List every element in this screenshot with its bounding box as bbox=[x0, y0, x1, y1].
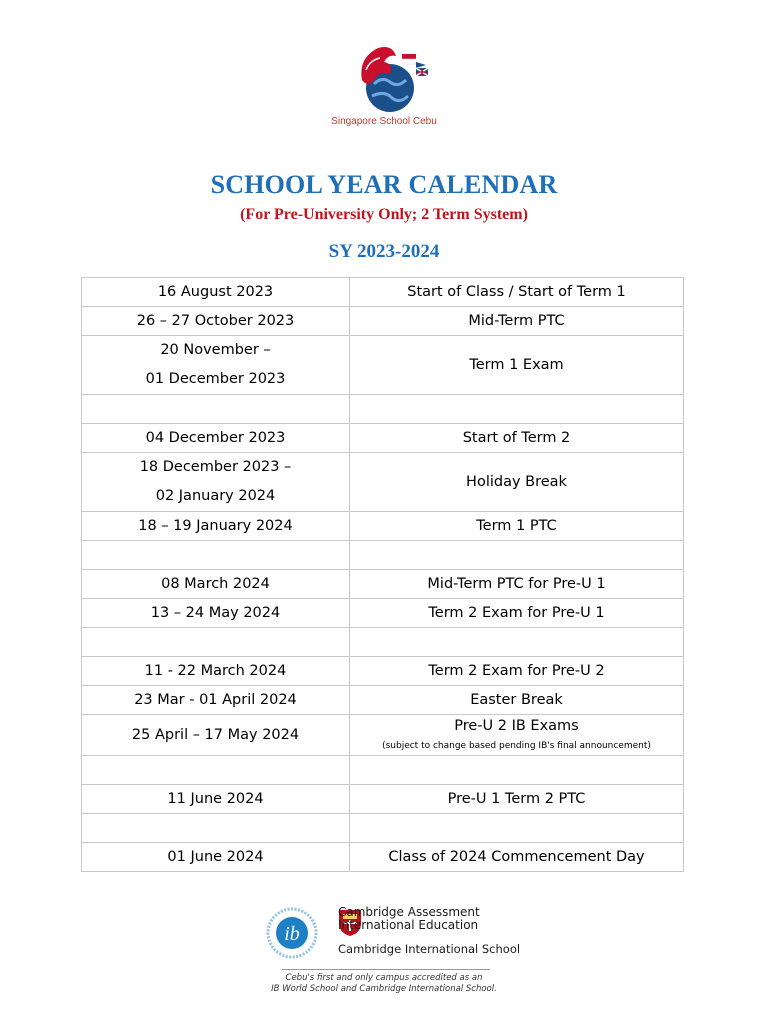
date-cell bbox=[82, 756, 350, 785]
cambridge-line1: Cambridge Assessment bbox=[338, 905, 480, 919]
cambridge-school: Cambridge International School bbox=[338, 942, 521, 956]
event-text: Pre-U 2 IB Exams bbox=[454, 718, 579, 735]
date-cell: 16 August 2023 bbox=[82, 278, 350, 307]
tagline-line2: IB World School and Cambridge International School. bbox=[271, 984, 497, 994]
page-subtitle: (For Pre-University Only; 2 Term System) bbox=[240, 206, 528, 223]
date-cell: 18 – 19 January 2024 bbox=[82, 512, 350, 541]
calendar-table bbox=[81, 277, 684, 872]
date-cell: 08 March 2024 bbox=[82, 570, 350, 599]
date-cell bbox=[82, 453, 350, 512]
tagline-line1: Cebu's first and only campus accredited as an bbox=[285, 973, 483, 983]
date-cell: 11 June 2024 bbox=[82, 785, 350, 814]
table-row bbox=[82, 512, 684, 541]
event-cell: Term 1 PTC bbox=[350, 512, 684, 541]
footer-tagline bbox=[0, 973, 768, 995]
event-cell bbox=[350, 715, 684, 756]
table-row bbox=[82, 570, 684, 599]
date-line: 01 December 2023 bbox=[145, 371, 286, 387]
date-line: 02 January 2024 bbox=[155, 488, 276, 504]
event-cell: Start of Term 2 bbox=[350, 424, 684, 453]
event-cell: Term 1 Exam bbox=[350, 336, 684, 395]
ib-world-school-logo bbox=[266, 907, 318, 959]
date-cell bbox=[82, 395, 350, 424]
date-cell: 11 - 22 March 2024 bbox=[82, 657, 350, 686]
event-cell bbox=[350, 628, 684, 657]
table-row bbox=[82, 453, 684, 512]
date-cell bbox=[82, 628, 350, 657]
table-row-empty bbox=[82, 814, 684, 843]
date-cell bbox=[82, 541, 350, 570]
table-row bbox=[82, 278, 684, 307]
event-cell: Holiday Break bbox=[350, 453, 684, 512]
table-row-empty bbox=[82, 395, 684, 424]
table-row-empty bbox=[82, 756, 684, 785]
logo-caption: Singapore School Cebu bbox=[331, 116, 437, 127]
table-row bbox=[82, 307, 684, 336]
date-cell: 04 December 2023 bbox=[82, 424, 350, 453]
event-cell: Term 2 Exam for Pre-U 2 bbox=[350, 657, 684, 686]
date-cell bbox=[82, 814, 350, 843]
event-cell: Mid-Term PTC for Pre-U 1 bbox=[350, 570, 684, 599]
table-row-empty bbox=[82, 541, 684, 570]
event-cell bbox=[350, 756, 684, 785]
cambridge-name bbox=[338, 906, 480, 932]
date-cell: 01 June 2024 bbox=[82, 843, 350, 872]
event-note: (subject to change based pending IB's final announcement) bbox=[382, 741, 651, 752]
date-line: 20 November – bbox=[160, 342, 271, 358]
table-row bbox=[82, 843, 684, 872]
date-cell: 26 – 27 October 2023 bbox=[82, 307, 350, 336]
event-cell: Term 2 Exam for Pre-U 1 bbox=[350, 599, 684, 628]
date-cell: 13 – 24 May 2024 bbox=[82, 599, 350, 628]
table-row bbox=[82, 785, 684, 814]
table-row bbox=[82, 424, 684, 453]
event-cell: Mid-Term PTC bbox=[350, 307, 684, 336]
table-row bbox=[82, 336, 684, 395]
table-row bbox=[82, 657, 684, 686]
school-year: SY 2023-2024 bbox=[328, 241, 440, 262]
footer-divider bbox=[282, 969, 490, 970]
date-cell: 25 April – 17 May 2024 bbox=[82, 715, 350, 756]
event-cell: Pre-U 1 Term 2 PTC bbox=[350, 785, 684, 814]
event-cell: Start of Class / Start of Term 1 bbox=[350, 278, 684, 307]
date-cell: 23 Mar - 01 April 2024 bbox=[82, 686, 350, 715]
event-cell: Easter Break bbox=[350, 686, 684, 715]
table-row bbox=[82, 599, 684, 628]
event-cell bbox=[350, 814, 684, 843]
page-title: SCHOOL YEAR CALENDAR bbox=[210, 170, 558, 199]
table-row bbox=[82, 715, 684, 756]
event-cell: Class of 2024 Commencement Day bbox=[350, 843, 684, 872]
date-line: 18 December 2023 – bbox=[139, 459, 292, 475]
ib-logo-text: ib bbox=[284, 923, 300, 945]
event-cell bbox=[350, 395, 684, 424]
table-row bbox=[82, 686, 684, 715]
table-row-empty bbox=[82, 628, 684, 657]
cambridge-line2: International Education bbox=[338, 918, 479, 932]
date-cell bbox=[82, 336, 350, 395]
event-cell bbox=[350, 541, 684, 570]
